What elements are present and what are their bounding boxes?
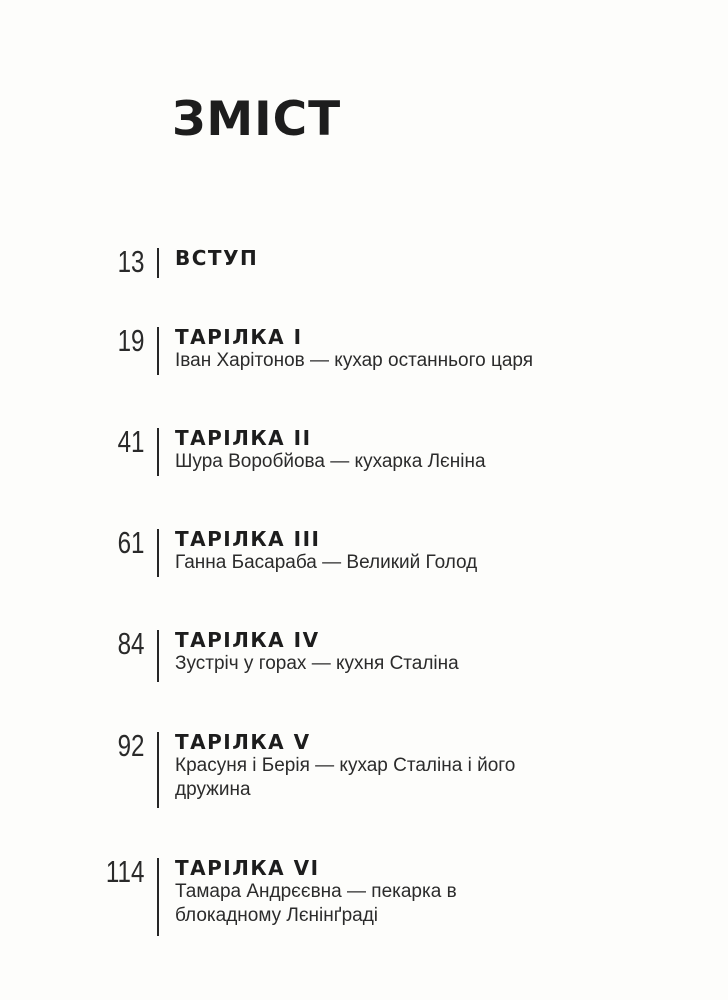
- entry-heading: ВСТУП: [175, 246, 259, 270]
- entry-subtitle: Ганна Басараба — Великий Голод: [175, 552, 478, 573]
- entry-subtitle: Зустріч у горах — кухня Сталіна: [175, 653, 459, 674]
- divider: [157, 630, 159, 682]
- divider: [157, 858, 159, 936]
- divider: [157, 428, 159, 476]
- entry-text: [175, 426, 695, 474]
- divider: [157, 732, 159, 808]
- entry-text: [175, 246, 695, 270]
- entry-heading: ТАРІЛКА І: [175, 325, 303, 349]
- page-number: 13: [117, 244, 144, 279]
- entry-subtitle: Іван Харітонов — кухар останнього царя: [175, 350, 534, 371]
- page-number: 92: [117, 728, 144, 763]
- entry-subtitle: Шура Воробйова — кухарка Лєніна: [175, 451, 486, 472]
- page-number: 61: [117, 525, 144, 560]
- entry-heading: ТАРІЛКА ІІІ: [175, 527, 321, 551]
- entry-text: [175, 730, 535, 802]
- divider: [157, 327, 159, 375]
- entry-text: [175, 856, 495, 928]
- entry-heading: ТАРІЛКА VI: [175, 856, 320, 880]
- entry-heading: ТАРІЛКА ІІ: [175, 426, 312, 450]
- divider: [157, 248, 159, 278]
- entry-text: [175, 527, 695, 575]
- entry-text: [175, 325, 695, 373]
- divider: [157, 529, 159, 577]
- entry-heading: ТАРІЛКА IV: [175, 628, 320, 652]
- entry-subtitle: Красуня і Берія — кухар Сталіна і його дружина: [175, 755, 516, 800]
- entry-text: [175, 628, 695, 676]
- page-number: 84: [117, 626, 144, 661]
- page-number: 41: [117, 424, 144, 459]
- entry-heading: ТАРІЛКА V: [175, 730, 311, 754]
- page-number: 19: [117, 323, 144, 358]
- entry-subtitle: Тамара Андрєєвна — пекарка в блокадному Лєнінґраді: [175, 881, 457, 926]
- page-title: ЗМІСТ: [172, 92, 342, 147]
- page-number: 114: [105, 854, 144, 889]
